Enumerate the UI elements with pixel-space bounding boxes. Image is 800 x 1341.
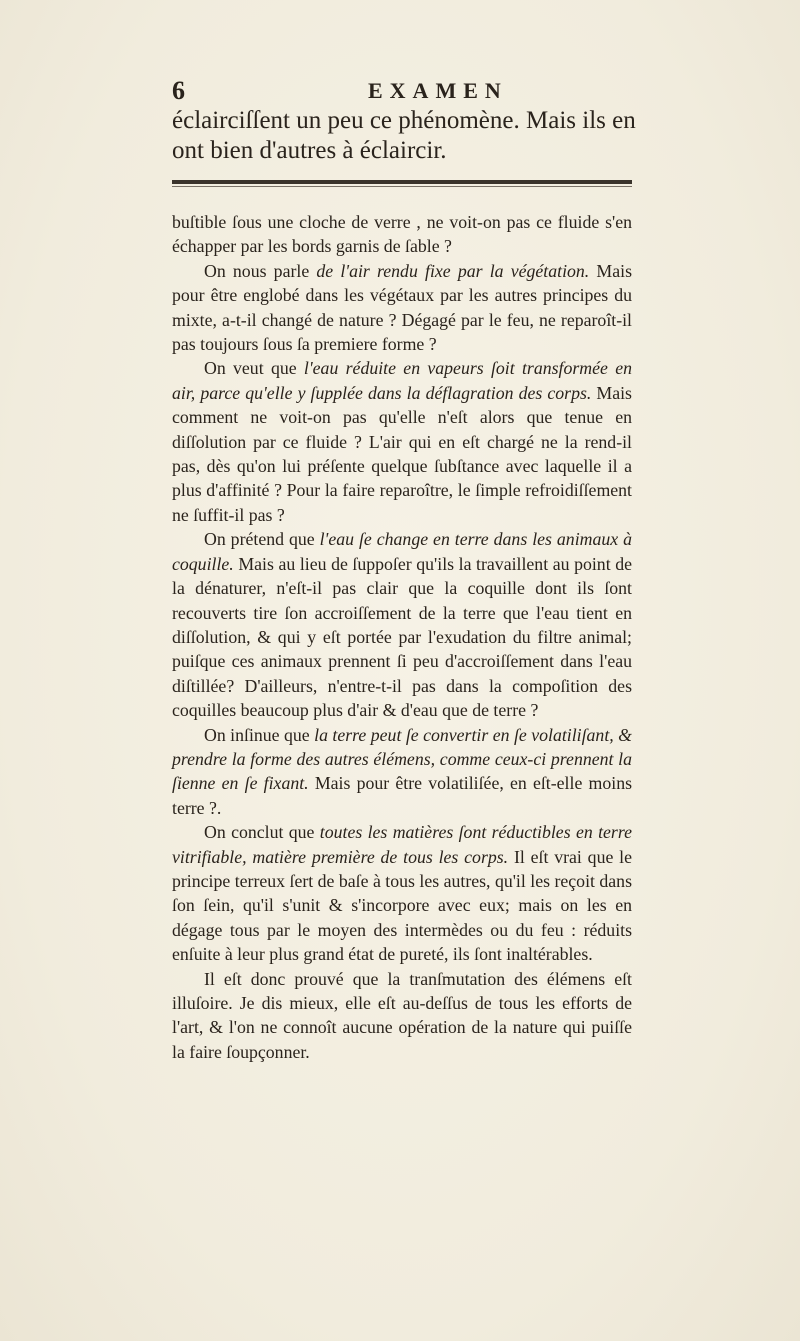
- intro-text: [172, 106, 636, 166]
- italic-run: l'eau ſe change en terre dans les animaux à coquille.: [172, 529, 632, 574]
- text-run: buſtible ſous une cloche de verre , ne voit-on pas ce fluide s'en échapper par les bords garnis de ſable ?: [172, 212, 632, 257]
- text-run: Il eſt vrai que le principe terreux ſert de baſe à tous les autres, qu'il les reçoit dans ſon ſein, qu'il s'unit & s'incorpore avec eux; mais on les en dégage tous par le moyen des intermèdes ou du feu : réduits enſuite à leur plus grand état de pureté, ils ſont inaltérables.: [172, 846, 633, 965]
- italic-run: de l'air rendu fixe par la végétation.: [316, 260, 590, 281]
- paragraph-2: [172, 259, 632, 357]
- page-number: 6: [172, 76, 185, 105]
- text-run: Il eſt donc prouvé que la tranſmutation des élémens eſt illuſoire. Je dis mieux, elle eſt au-deſſus de tous les efforts de l'art, & l'on ne connoît aucune opération de la nature qui puiſſe la faire ſoupçonner.: [172, 968, 632, 1062]
- paragraph-6: [172, 820, 632, 966]
- text-run: Mais au lieu de ſuppoſer qu'ils la travaillent au point de la dénaturer, n'eſt-il pas clair que la coquille dont ils ſont recouverts tire ſon accroiſſement de la terre que l'eau tient en diſſolution, & qui y eſt portée par l'exudation du filtre animal; puiſque ces animaux prennent ſi peu d'accroiſſement dans l'eau diſtillée? D'ailleurs, n'entre-t-il pas dans la compoſition des coquilles beaucoup plus d'air & d'eau que de terre ?: [172, 553, 632, 721]
- text-run: On prétend que: [204, 529, 320, 550]
- intro-line-1: éclairciſſent un peu ce phénomène. Mais ils en: [172, 107, 636, 134]
- text-run: On inſinue que: [204, 724, 315, 745]
- paragraph-4: [172, 527, 632, 722]
- intro-line-2: ont bien d'autres à éclaircir.: [172, 137, 447, 164]
- body-text: [172, 210, 632, 1064]
- italic-run: l'eau réduite en vapeurs ſoit transformée en air, parce qu'elle y ſupplée dans la déflagration des corps.: [172, 358, 632, 403]
- text-run: Mais pour être volatiliſée, en eſt-elle moins terre ?.: [172, 773, 633, 818]
- text-run: Mais pour être englobé dans les végétaux par les autres principes du mixte, a-t-il changé de nature ? Dégagé par le feu, ne reparoît-il pas toujours ſous ſa premiere forme ?: [172, 260, 632, 355]
- page-header: [172, 76, 632, 106]
- section-rule-thin: [172, 186, 632, 187]
- running-title: EXAMEN: [368, 78, 508, 103]
- paragraph-3: [172, 356, 632, 527]
- paragraph-1: [172, 210, 632, 259]
- text-run: On conclut que: [204, 822, 320, 843]
- text-run: Mais comment ne voit-on pas qu'elle n'eſt alors que tenue en diſſolution par ce fluide ? L'air qui en eſt chargé ne la rend-il pas, dès qu'on lui préſente quelque ſubſtance avec laquelle il a plus d'affinité ? Pour la faire reparoître, le ſimple refroidiſſement ne ſuffit-il pas ?: [172, 382, 632, 525]
- italic-run: toutes les matières ſont réductibles en terre vitrifiable, matière première de tous les corps.: [172, 822, 632, 867]
- text-run: On nous parle: [204, 260, 317, 281]
- italic-run: la terre peut ſe convertir en ſe volatiliſant, & prendre la forme des autres élémens, comme ceux-ci prennent la ſienne en ſe fixant.: [172, 724, 632, 794]
- section-rule: [172, 180, 632, 184]
- text-run: On veut que: [204, 358, 304, 379]
- paragraph-7: [172, 967, 632, 1065]
- paragraph-5: [172, 723, 632, 821]
